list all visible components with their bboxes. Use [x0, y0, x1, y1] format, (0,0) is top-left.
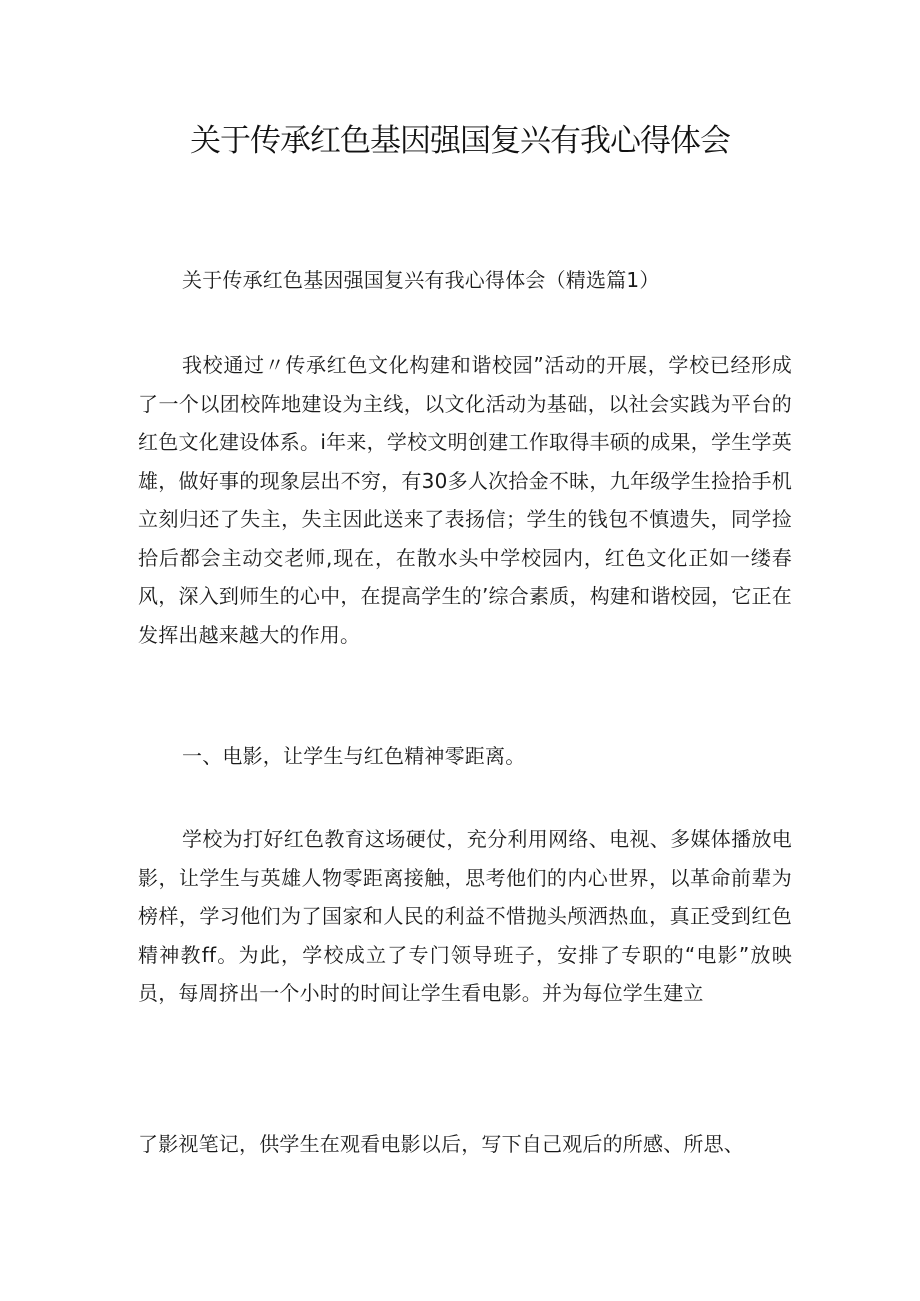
document-title: 关于传承红色基因强国复兴有我心得体会: [190, 123, 730, 159]
section-heading-movies: 一、电影，让学生与红色精神零距离。: [182, 744, 526, 768]
movies-paragraph: 学校为打好红色教育这场硬仗，充分利用网络、电视、多媒体播放电影，让学生与英雄人物零距离接触，思考他们的内心世界，以革命前辈为榜样，学习他们为了国家和人民的利益不惜抛头颅洒热血，真正受到红色精神教ff。为此，学校成立了专门领导班子，安排了专职的“电影”放映员，每周挤出一个小时的时间让学生看电影。并为每位学生建立: [138, 827, 792, 1005]
section-subtitle: 关于传承红色基因强国复兴有我心得体会（精选篇1）: [182, 268, 660, 292]
intro-paragraph: 我校通过〃传承红色文化构建和谐校园”活动的开展，学校已经形成了一个以团校阵地建设为主线，以文化活动为基础，以社会实践为平台的红色文化建设体系。i年来，学校文明创建工作取得丰硕的成果，学生学英雄，做好事的现象层出不穷，有30多人次拾金不昧，九年级学生捡拾手机立刻归还了失主，失主因此送来了表扬信；学生的钱包不慎遗失，同学捡拾后都会主动交老师,现在，在散水头中学校园内，红色文化正如一缕春风，深入到师生的心中，在提高学生的’综合素质，构建和谐校园，它正在发挥出越来越大的作用。: [138, 353, 792, 647]
continuation-paragraph: 了影视笔记，供学生在观看电影以后，写下自己观后的所感、所思、: [138, 1132, 744, 1156]
